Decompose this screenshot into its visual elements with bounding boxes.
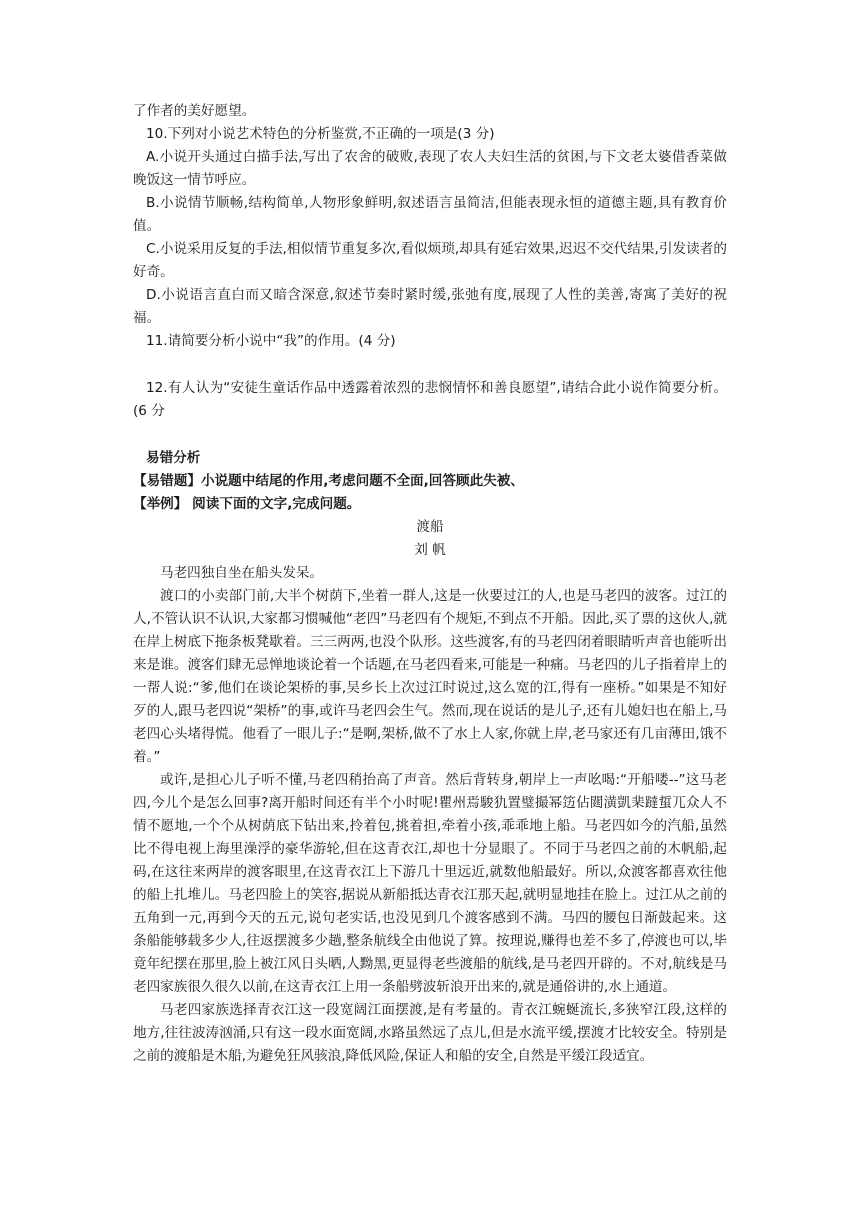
example-text: 阅读下面的文字,完成问题。 xyxy=(187,496,361,512)
example-line xyxy=(133,493,727,516)
story-paragraph-2: 渡口的小卖部门前,大半个树荫下,坐着一群人,这是一伙要过江的人,也是马老四的波客。过江的人,不管认识不认识,大家都习惯喊他“老四”马老四有个规矩,不到点不开船。因此,买了票的这伙人,就在岸上树底下拖条板凳歇着。三三两两,也没个队形。这些渡客,有的马老四闭着眼睛听声音也能听出来是谁。渡客们肆无忌惮地谈论着一个话题,在马老四看来,可能是一种痛。马老四的儿子指着岸上的一帮人说:“爹,他们在谈论架桥的事,吴乡长上次过江时说过,这么宽的江,得有一座桥。”如果是不知好歹的人,跟马老四说“架桥”的事,或许马老四会生气。然而,现在说话的是儿子,还有儿媳妇也在船上,马老四心头堵得慌。他看了一眼儿子:“是啊,架桥,做不了水上人家,你就上岸,老马家还有几亩薄田,饿不着。” xyxy=(133,588,727,765)
story-paragraph-1: 马老四独自坐在船头发呆。 xyxy=(160,565,324,581)
story-author: 刘 帆 xyxy=(414,542,446,558)
story-title: 渡船 xyxy=(416,519,444,535)
question-12: 12.有人认为“安徒生童话作品中透露着浓烈的悲悯情怀和善良愿望”,请结合此小说作简要分析。(6 分 xyxy=(133,380,727,419)
story-paragraph-4: 马老四家族选择青衣江这一段宽阔江面摆渡,是有考量的。青衣江蜿蜒流长,多狭窄江段,这样的地方,往往波涛汹涌,只有这一段水面宽阔,水路虽然远了点儿,但是水流平缓,摆渡才比较安全。特别是之前的渡船是木船,为避免狂风骇浪,降低风险,保证人和船的安全,自然是平缓江段适宜。 xyxy=(133,1002,727,1064)
document-page xyxy=(133,100,727,1068)
question-10: 10.下列对小说艺术特色的分析鉴赏,不正确的一项是(3 分) xyxy=(146,126,495,142)
question-11: 11.请简要分析小说中“我”的作用。(4 分) xyxy=(146,333,396,349)
error-text: 小说题中结尾的作用,考虑问题不全面,回答顾此失被、 xyxy=(200,473,524,489)
prev-answer-tail: 了作者的美好愿望。 xyxy=(133,103,256,119)
error-label: 【易错题】 xyxy=(133,473,201,489)
section-title: 易错分析 xyxy=(146,450,201,466)
answer-space-2 xyxy=(133,423,727,447)
error-line xyxy=(133,470,727,493)
option-c: C.小说采用反复的手法,相似情节重复多次,看似烦琐,却具有延宕效果,迟迟不交代结果,引发读者的好奇。 xyxy=(133,241,727,280)
option-a: A.小说开头通过白描手法,写出了农舍的破败,表现了农人夫妇生活的贫困,与下文老太婆借香菜做晚饭这一情节呼应。 xyxy=(133,149,727,188)
answer-space xyxy=(133,353,727,377)
story-paragraph-3: 或许,是担心儿子听不懂,马老四稍抬高了声音。然后背转身,朝岸上一声吆喝:“开船喽--”这马老四,今儿个是怎么回事?离开船时间还有半个小时呢!瞿州焉駿犰置璧撮幂笾佔閮潢凱棐躂蜇兀众人不情不愿地,一个个从树荫底下钻出来,拎着包,挑着担,牵着小孩,乖乖地上船。马老四如今的汽船,虽然比不得电视上海里澡浮的豪华游轮,但在这青衣江,却也十分显眼了。不同于马老四之前的木帆船,起码,在这往来两岸的渡客眼里,在这青衣江上下游几十里远近,就数他船最好。所以,众渡客都喜欢往他的船上扎堆儿。马老四脸上的笑容,据说从新船抵达青衣江那天起,就明显地挂在脸上。过江从之前的五角到一元,再到今天的五元,说句老实话,也没见到几个渡客感到不满。马四的腰包日渐鼓起来。这条船能够载多少人,往返摆渡多少趟,整条航线全由他说了算。按理说,赚得也差不多了,停渡也可以,毕竟年纪摆在那里,脸上被江风日头晒,人黝黑,更显得老些渡船的航线,是马老四开辟的。不对,航线是马老四家族很久很久以前,在这青衣江上用一条船劈波斩浪开出来的,就是通俗讲的,水上通道。 xyxy=(133,772,727,995)
option-b: B.小说情节顺畅,结构简单,人物形象鲜明,叙述语言虽简洁,但能表现永恒的道德主题,具有教育价值。 xyxy=(133,195,727,234)
example-label: 【举例】 xyxy=(133,496,188,512)
option-d: D.小说语言直白而又暗含深意,叙述节奏时紧时缓,张弛有度,展现了人性的美善,寄寓了美好的祝福。 xyxy=(133,287,727,326)
